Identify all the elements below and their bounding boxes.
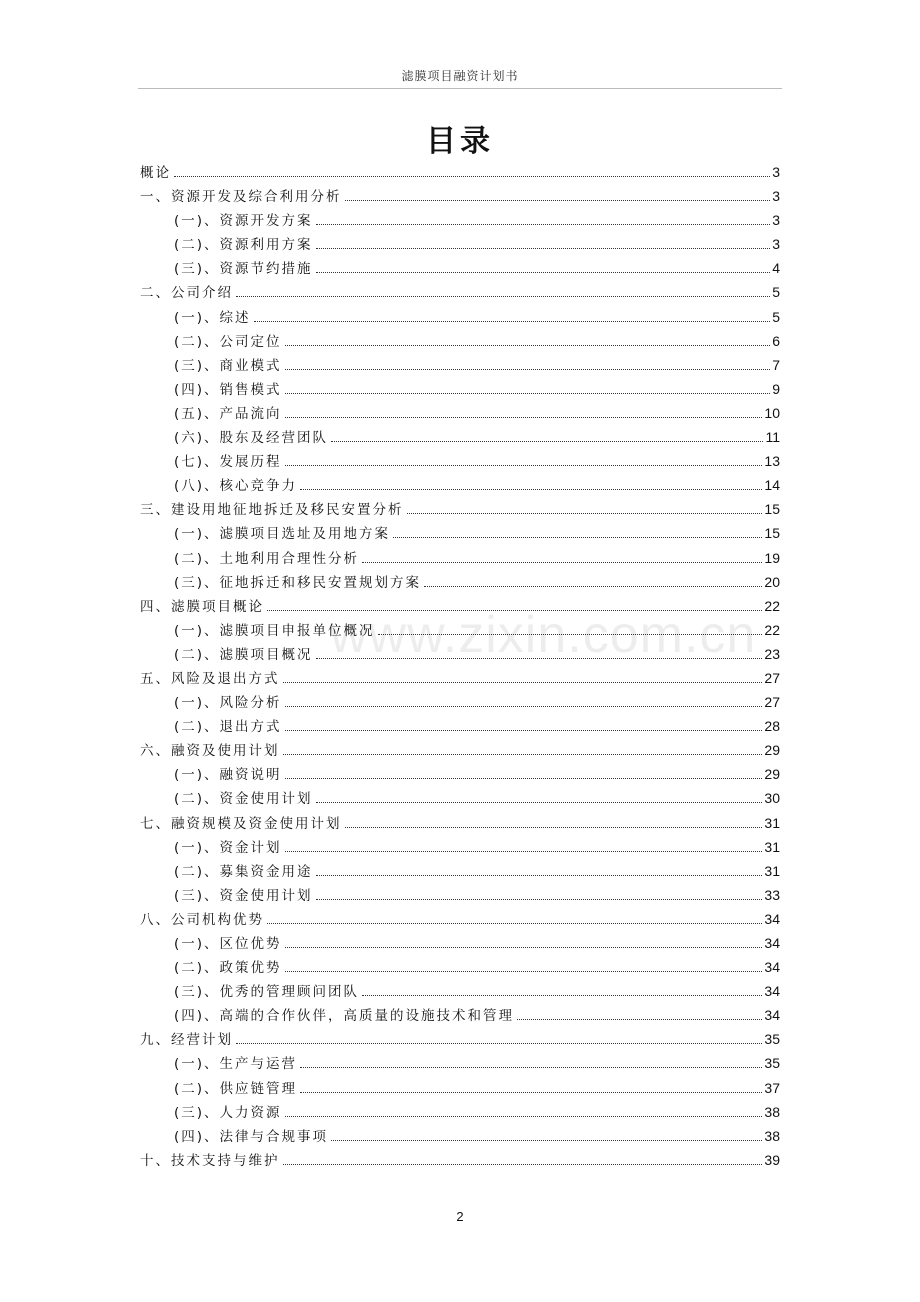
toc-dot-leader (236, 1043, 762, 1044)
toc-entry[interactable] (140, 786, 780, 810)
toc-entry[interactable] (140, 232, 780, 256)
toc-page-number: 14 (764, 477, 780, 494)
toc-page-number: 31 (764, 814, 780, 831)
toc-page-number: 34 (764, 935, 780, 951)
toc-entry-text: (一)、资源开发方案 (174, 213, 313, 230)
toc-entry[interactable] (140, 1076, 780, 1100)
toc-dot-leader (285, 369, 771, 370)
toc-entry-text: 六、融资及使用计划 (140, 743, 280, 760)
toc-dot-leader (316, 802, 763, 803)
toc-entry[interactable] (140, 859, 780, 883)
toc-page-number: 23 (764, 645, 780, 662)
toc-page-number: 6 (772, 332, 780, 349)
toc-entry-text: (三)、优秀的管理顾问团队 (174, 984, 360, 1001)
toc-entry[interactable] (140, 1100, 780, 1124)
toc-entry-text: (四)、高端的合作伙伴，高质量的设施技术和管理 (174, 1008, 515, 1025)
toc-entry-text: (七)、发展历程 (174, 454, 282, 471)
toc-dot-leader (174, 176, 770, 177)
toc-dot-leader (267, 610, 762, 611)
toc-page-number: 30 (764, 790, 780, 807)
toc-entry[interactable] (140, 497, 780, 521)
toc-page-number: 10 (764, 404, 780, 421)
toc-entry-text: 八、公司机构优势 (140, 911, 264, 928)
toc-dot-leader (316, 658, 763, 659)
toc-entry[interactable] (140, 835, 780, 859)
toc-entry-text: 二、公司介绍 (140, 285, 233, 302)
toc-entry[interactable] (140, 1148, 780, 1172)
toc-page-number: 3 (772, 188, 780, 205)
toc-dot-leader (285, 345, 771, 346)
toc-page-number: 29 (764, 742, 780, 759)
toc-entry-text: (三)、人力资源 (174, 1104, 282, 1121)
toc-page-number: 5 (772, 284, 780, 301)
toc-entry[interactable] (140, 666, 780, 690)
toc-entry[interactable] (140, 353, 780, 377)
toc-page-number: 20 (764, 573, 780, 590)
toc-page-number: 39 (764, 1151, 780, 1168)
toc-page-number: 33 (764, 886, 780, 903)
toc-dot-leader (285, 778, 763, 779)
toc-dot-leader (345, 827, 763, 828)
toc-entry-text: 三、建设用地征地拆迁及移民安置分析 (140, 502, 404, 519)
toc-dot-leader (285, 417, 763, 418)
toc-dot-leader (316, 875, 763, 876)
toc-entry[interactable] (140, 449, 780, 473)
toc-page-number: 13 (764, 453, 780, 470)
toc-entry[interactable] (140, 642, 780, 666)
toc-entry[interactable] (140, 714, 780, 738)
toc-dot-leader (254, 321, 771, 322)
toc-entry-text: (四)、销售模式 (174, 381, 282, 398)
toc-dot-leader (236, 296, 770, 297)
toc-entry-text: 四、滤膜项目概论 (140, 598, 264, 615)
toc-page-number: 3 (772, 164, 780, 180)
toc-dot-leader (378, 634, 763, 635)
toc-page-number: 38 (764, 1127, 780, 1144)
toc-entry[interactable] (140, 955, 780, 979)
toc-entry-text: (二)、供应链管理 (174, 1080, 298, 1097)
toc-dot-leader (316, 224, 771, 225)
toc-entry[interactable] (140, 907, 780, 931)
toc-entry-text: 一、资源开发及综合利用分析 (140, 189, 342, 206)
toc-entry[interactable] (140, 256, 780, 280)
toc-entry-text: (二)、退出方式 (174, 719, 282, 736)
toc-entry-text: (一)、滤膜项目申报单位概况 (174, 622, 375, 639)
toc-entry-text: (三)、征地拆迁和移民安置规划方案 (174, 574, 422, 591)
toc-entry-text: 七、融资规模及资金使用计划 (140, 815, 342, 832)
toc-entry[interactable] (140, 594, 780, 618)
toc-page-number: 38 (764, 1103, 780, 1120)
toc-entry[interactable] (140, 1124, 780, 1148)
toc-dot-leader (517, 1019, 762, 1020)
toc-entry[interactable] (140, 377, 780, 401)
toc-entry[interactable] (140, 1051, 780, 1075)
toc-entry[interactable] (140, 979, 780, 1003)
watermark: www.zixin.com.cn (330, 606, 757, 664)
toc-entry-text: (二)、公司定位 (174, 333, 282, 350)
toc-title: 目录 (426, 124, 494, 159)
toc-entry-text: 概论 (140, 165, 171, 181)
toc-page-number: 9 (772, 380, 780, 397)
toc-entry-text: 五、风险及退出方式 (140, 670, 280, 687)
toc-page-number: 3 (772, 236, 780, 253)
toc-entry-text: (八)、核心竞争力 (174, 478, 298, 495)
toc-entry-text: (二)、资源利用方案 (174, 237, 313, 254)
toc-entry-text: (二)、土地利用合理性分析 (174, 550, 360, 567)
toc-entry[interactable] (140, 690, 780, 714)
toc-page-number: 11 (765, 429, 780, 446)
toc-entry-text: (一)、滤膜项目选址及用地方案 (174, 526, 391, 543)
toc-dot-leader (267, 923, 762, 924)
header-rule (138, 88, 782, 89)
toc-entry[interactable] (140, 738, 780, 762)
toc-entry-text: 十、技术支持与维护 (140, 1152, 280, 1169)
toc-entry-text: (三)、商业模式 (174, 357, 282, 374)
toc-page-number: 34 (764, 983, 780, 1000)
toc-entry[interactable] (140, 546, 780, 570)
toc-entry-text: (二)、滤膜项目概况 (174, 646, 313, 663)
toc-dot-leader (285, 971, 763, 972)
toc-entry-text: (三)、资源节约措施 (174, 261, 313, 278)
toc-entry-text: (四)、法律与合规事项 (174, 1128, 329, 1145)
toc-dot-leader (283, 754, 763, 755)
toc-page-number: 22 (764, 621, 780, 638)
toc-page-number: 15 (764, 501, 780, 518)
toc-dot-leader (285, 851, 763, 852)
toc-dot-leader (285, 947, 763, 948)
toc-dot-leader (331, 1140, 762, 1141)
toc-page-number: 4 (772, 260, 780, 277)
toc-entry[interactable] (140, 425, 780, 449)
toc-entry[interactable] (140, 1003, 780, 1027)
toc-entry-text: (六)、股东及经营团队 (174, 430, 329, 447)
toc-entry[interactable] (140, 931, 780, 955)
toc-dot-leader (316, 899, 763, 900)
toc-dot-leader (345, 200, 771, 201)
toc-entry[interactable] (140, 570, 780, 594)
toc-page-number: 28 (764, 718, 780, 735)
toc-entry[interactable] (140, 184, 780, 208)
toc-page-number: 5 (772, 308, 780, 325)
toc-entry-text: (五)、产品流向 (174, 405, 282, 422)
toc-entry-text: (一)、风险分析 (174, 695, 282, 712)
toc-dot-leader (316, 272, 771, 273)
toc-entry[interactable] (140, 473, 780, 497)
toc-dot-leader (331, 441, 763, 442)
toc-entry-text: (一)、生产与运营 (174, 1056, 298, 1073)
toc-page-number: 34 (764, 959, 780, 976)
toc-dot-leader (300, 1067, 762, 1068)
toc-page-number: 34 (764, 910, 780, 927)
toc-page-number: 22 (764, 597, 780, 614)
toc-dot-leader (424, 586, 762, 587)
toc-page-number: 29 (764, 766, 780, 783)
toc-entry[interactable] (140, 1027, 780, 1051)
toc-entry[interactable] (140, 762, 780, 786)
toc-page-number: 35 (764, 1055, 780, 1072)
toc-entry[interactable] (140, 883, 780, 907)
toc-page-number: 31 (764, 862, 780, 879)
toc-entry[interactable] (140, 521, 780, 545)
toc-page-number: 19 (764, 549, 780, 566)
toc-entry-text: (一)、综述 (174, 309, 251, 326)
toc-entry-text: (一)、区位优势 (174, 936, 282, 952)
toc-page-number: 7 (772, 356, 780, 373)
toc-dot-leader (316, 248, 771, 249)
running-header: 滤膜项目融资计划书 (401, 69, 519, 83)
toc-page-number: 27 (764, 669, 780, 686)
toc-entry-text: 九、经营计划 (140, 1032, 233, 1049)
toc-dot-leader (300, 1092, 762, 1093)
toc-entry-text: (一)、资金计划 (174, 839, 282, 856)
toc-dot-leader (285, 1116, 763, 1117)
toc-entry[interactable] (140, 811, 780, 835)
toc-dot-leader (300, 489, 762, 490)
toc-entry[interactable] (140, 305, 780, 329)
toc-dot-leader (283, 1164, 763, 1165)
toc-page-number: 35 (764, 1031, 780, 1048)
toc-entry-text: (二)、政策优势 (174, 960, 282, 977)
toc-dot-leader (362, 562, 762, 563)
toc-page-number: 27 (764, 694, 780, 711)
toc-page-number: 3 (772, 212, 780, 229)
toc-entry[interactable] (140, 401, 780, 425)
toc-entry[interactable] (140, 329, 780, 353)
toc-page-number: 37 (764, 1079, 780, 1096)
toc-dot-leader (362, 995, 762, 996)
toc-dot-leader (393, 537, 762, 538)
toc-entry[interactable] (140, 160, 780, 184)
toc-entry[interactable] (140, 618, 780, 642)
toc-page-number: 34 (764, 1007, 780, 1024)
toc-dot-leader (285, 730, 763, 731)
toc-list (140, 160, 780, 1172)
toc-entry[interactable] (140, 208, 780, 232)
toc-page-number: 15 (764, 525, 780, 542)
toc-entry-text: (一)、融资说明 (174, 767, 282, 784)
toc-entry-text: (二)、募集资金用途 (174, 863, 313, 880)
toc-entry[interactable] (140, 280, 780, 304)
toc-page-number: 31 (764, 838, 780, 855)
page-number: 2 (456, 1209, 464, 1224)
toc-dot-leader (285, 393, 771, 394)
toc-dot-leader (285, 465, 763, 466)
toc-dot-leader (407, 513, 763, 514)
toc-dot-leader (285, 706, 763, 707)
toc-entry-text: (三)、资金使用计划 (174, 887, 313, 904)
toc-entry-text: (二)、资金使用计划 (174, 791, 313, 808)
toc-dot-leader (283, 682, 763, 683)
